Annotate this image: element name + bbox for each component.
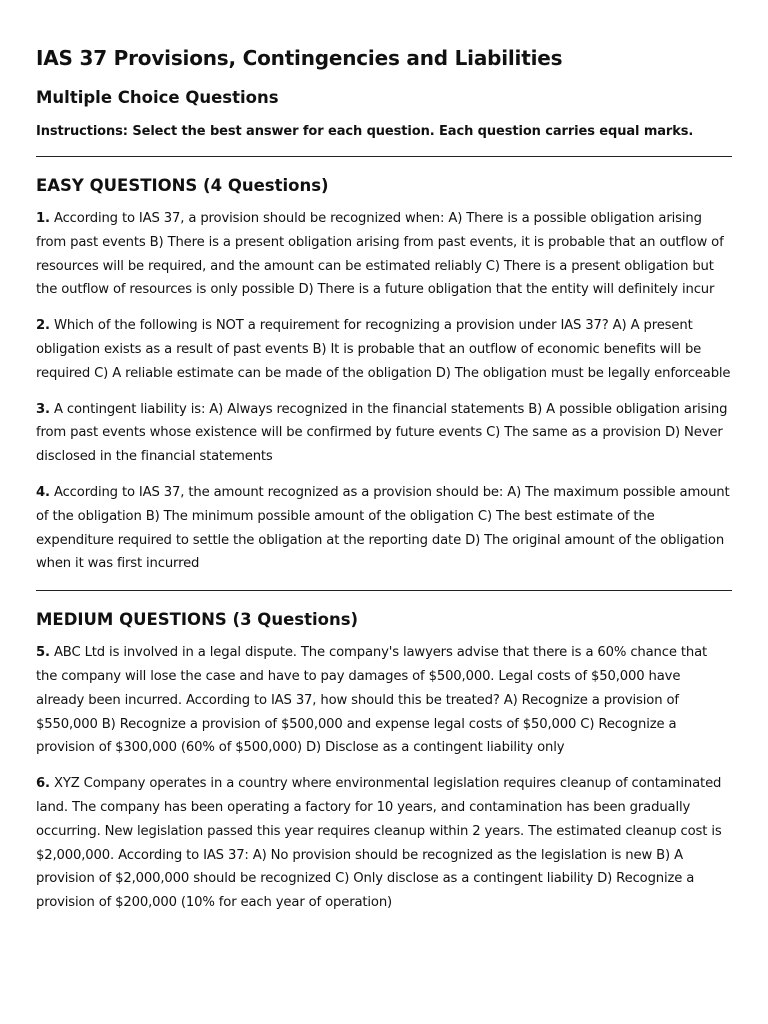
section-medium <box>36 608 732 915</box>
question-4 <box>36 481 732 576</box>
question-text: XYZ Company operates in a country where environmental legislation requires cleanup of contaminated land. The company has been operating a factory for 10 years, and contamination has been gradually occurring. New legislation passed this year requires cleanup within 2 years. The estimated cleanup cost is $2,000,000. According to IAS 37: A) No provision should be recognized as the legislation is new B) A provision of $2,000,000 should be recognized C) Only disclose as a contingent liability D) Recognize a provision of $200,000 (10% for each year of operation) <box>36 776 722 911</box>
question-number: 1. <box>36 211 50 226</box>
question-number: 4. <box>36 484 50 500</box>
section-easy <box>36 174 732 576</box>
question-number: 5. <box>36 645 50 661</box>
section-heading-medium: MEDIUM QUESTIONS (3 Questions) <box>36 610 359 630</box>
document-subtitle: Multiple Choice Questions <box>36 88 279 107</box>
question-1 <box>36 207 732 302</box>
section-divider <box>36 590 732 591</box>
instructions-text: Instructions: Select the best answer for each question. Each question carries equal marks. <box>36 124 694 139</box>
question-number: 6. <box>36 776 50 792</box>
question-3 <box>36 398 732 469</box>
question-text: Which of the following is NOT a requirement for recognizing a provision under IAS 37? A) A present obligation exists as a result of past events B) It is probable that an outflow of economic benefits will be required C) A reliable estimate can be made of the obligation D) The obligation must be legally enforceable <box>36 318 731 381</box>
document-title: IAS 37 Provisions, Contingencies and Liabilities <box>36 46 563 70</box>
section-divider <box>36 156 732 157</box>
question-6 <box>36 772 732 915</box>
section-heading-easy: EASY QUESTIONS (4 Questions) <box>36 176 329 195</box>
question-text: A contingent liability is: A) Always recognized in the financial statements B) A possible obligation arising from past events whose existence will be confirmed by future events C) The same as a provision D) Never disclosed in the financial statements <box>36 401 728 465</box>
question-5 <box>36 641 732 760</box>
question-text: ABC Ltd is involved in a legal dispute. The company's lawyers advise that there is a 60% chance that the company will lose the case and have to pay damages of $500,000. Legal costs of $50,000 have already been incurred. According to IAS 37, how should this be treated? A) Recognize a provision of $550,000 B) Recognize a provision of $500,000 and expense legal costs of $50,000 C) Recognize a provision of $300,000 (60% of $500,000) D) Disclose as a contingent liability only <box>36 645 708 756</box>
question-text: According to IAS 37, the amount recognized as a provision should be: A) The maximum possible amount of the obligation B) The minimum possible amount of the obligation C) The best estimate of the expenditure required to settle the obligation at the reporting date D) The original amount of the obligation when it was first incurred <box>36 484 730 572</box>
question-number: 2. <box>36 318 50 334</box>
question-text: According to IAS 37, a provision should be recognized when: A) There is a possible obligation arising from past events B) There is a present obligation arising from past events, it is probable that an outflow of resources will be required, and the amount can be estimated reliably C) There is a present obligation but the outflow of resources is only possible D) There is a future obligation that the entity will definitely incur <box>36 211 724 298</box>
question-2 <box>36 314 732 385</box>
question-number: 3. <box>36 401 50 417</box>
